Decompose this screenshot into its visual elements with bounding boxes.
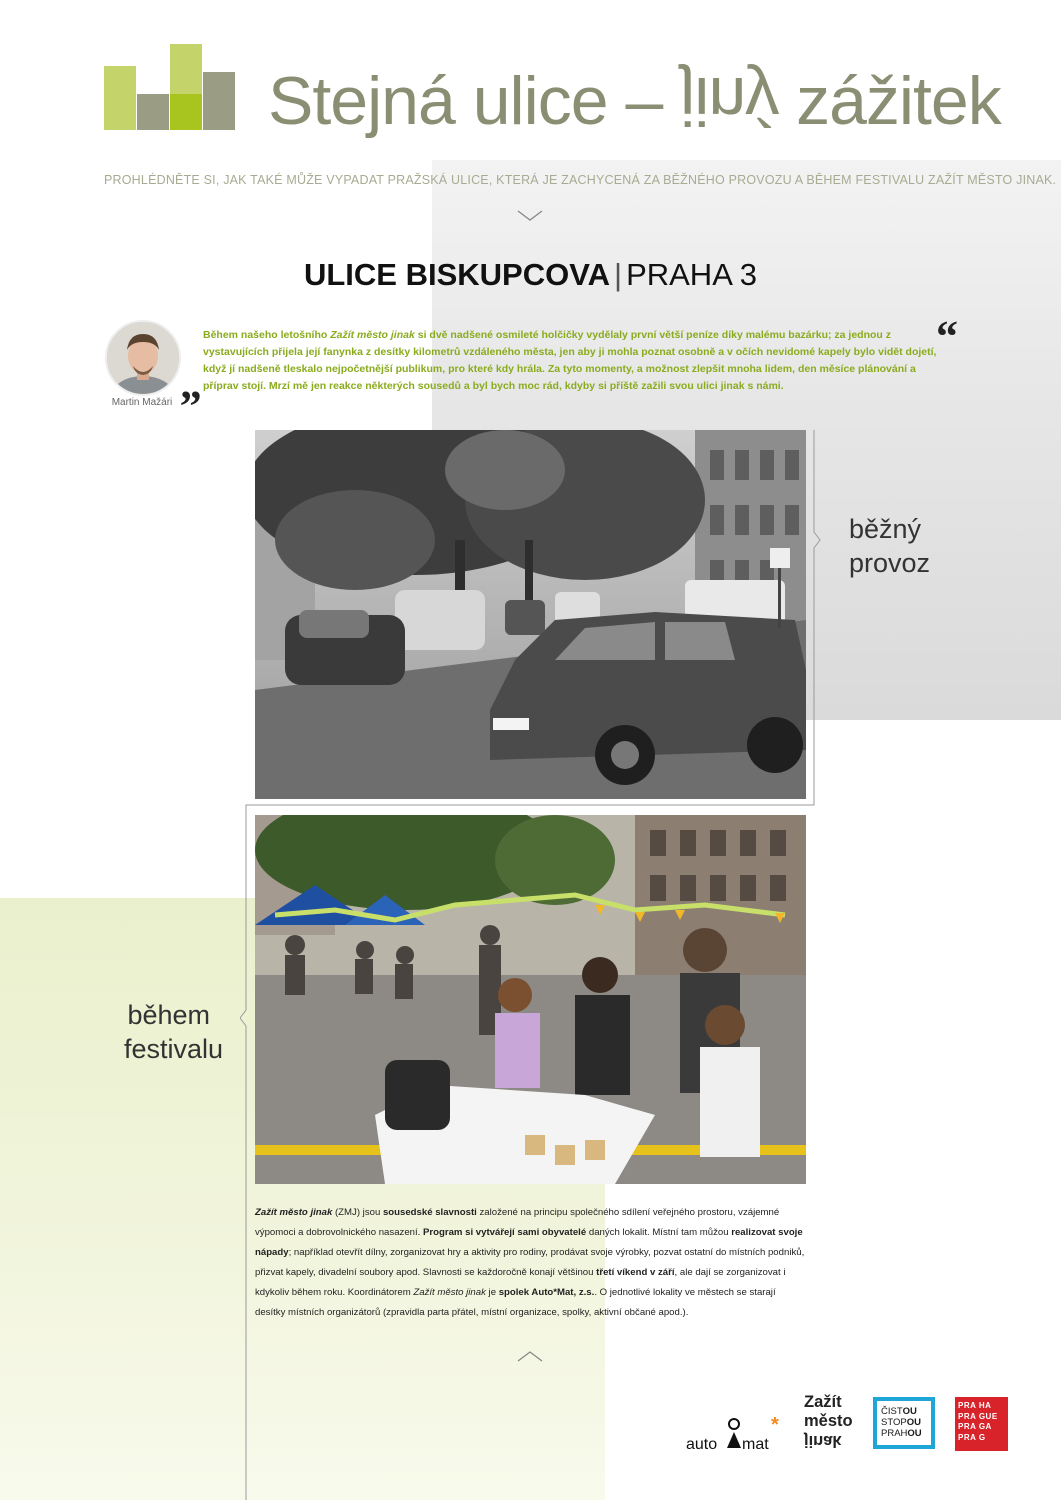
cistou-stopou-prahou-logo: ČISTOU STOPOU PRAHOU: [873, 1397, 935, 1449]
page-subtitle: PROHLÉDNĚTE SI, JAK TAKÉ MŮŽE VYPADAT PRAŽSKÁ ULICE, KTERÁ JE ZACHYCENÁ ZA BĚŽNÉHO PROVOZU A BĚHEM FESTIVALU ZAŽÍT MĚSTO JINAK.: [104, 173, 1057, 187]
logo-bar: [104, 66, 136, 130]
logo-bar: [203, 72, 235, 130]
automat-text-left: auto: [686, 1436, 718, 1453]
label-festival: během festivalu: [124, 1000, 224, 1064]
bar-chart-logo: [104, 44, 236, 130]
zmj-logo-line-flipped: jinak: [804, 1432, 842, 1450]
description-text: Zažít město jinak (ZMJ) jsou sousedské slavnosti založené na principu společného sdílení veřejného prostoru, vzájemné výpomoci a dobrovolnického nasazení. Program si vytvářejí sami obyvatelé daných lokalit. Místní tam můžou realizovat svoje nápady; například otevřít dílny, zorganizovat hry a aktivity pro rodiny, prodávat svoje výrobky, pozvat ostatní do místních podniků, přizvat kapely, divadelní soubory apod. Slavnosti se každoročně konají většinou třetí víkend v září, ale dají se zorganizovat i kdykoliv během roku. Koordinátorem Zažít město jinak je spolek Auto*Mat, z.s.. O jednotlivé lokality ve městech se starají desítky místních organizátorů (zpravidla parta přátel, místní organizace, spolky, aktivní občané apod.).: [255, 1207, 805, 1318]
automat-text-right: mat: [742, 1436, 769, 1453]
zmj-logo-line: Zažít: [804, 1393, 842, 1411]
zazit-mesto-jinak-logo: [804, 1393, 862, 1450]
logo-bar: [137, 94, 169, 130]
photo-festival: [255, 815, 806, 1184]
quote-text: Během našeho letošního Zažít město jinak si dvě nadšené osmileté holčičky vydělaly první větší peníze díky malému bazárku; za jednou z vystavujících přijela její fanynka z desítky kilometrů vzdáleného města, jen aby ji mohla poznat osobně a v očích nevidomé kapely bylo vidět dojetí, když jí nadšeně tleskalo nejpočetnější publikum, pro které kdy hrála. Za tyto momenty, a možnost zlepšit mnoha lidem, den měsíce plánování a příprav stojí. Mrzí mě jen reakce některých sousedů a byl bych moc rád, kdyby si příště zažili svou ulici jinak s námi.: [203, 329, 937, 392]
automat-star-icon: *: [771, 1414, 779, 1436]
street-title: ULICE BISKUPCOVA | PRAHA 3: [303, 257, 758, 292]
praha-logo: PRA HA PRA GUE PRA GA PRA G: [955, 1397, 1008, 1451]
zmj-logo-line: město: [804, 1412, 853, 1430]
avatar: [105, 320, 181, 396]
chevron-down-icon: [517, 209, 543, 223]
page-title: Stejná ulice – jiný zážitek: [268, 63, 1001, 139]
quote-author: Martin Mažári: [111, 397, 173, 408]
chevron-up-icon: [517, 1349, 543, 1363]
label-normal-traffic: běžný provoz: [849, 514, 931, 578]
photo-normal-traffic: [255, 430, 806, 799]
automat-figure-icon: [725, 1418, 743, 1450]
quote-mark-open: “: [936, 312, 958, 361]
automat-logo: [686, 1414, 782, 1454]
logo-bar: [170, 94, 202, 130]
quote-mark-close: „: [180, 359, 202, 408]
